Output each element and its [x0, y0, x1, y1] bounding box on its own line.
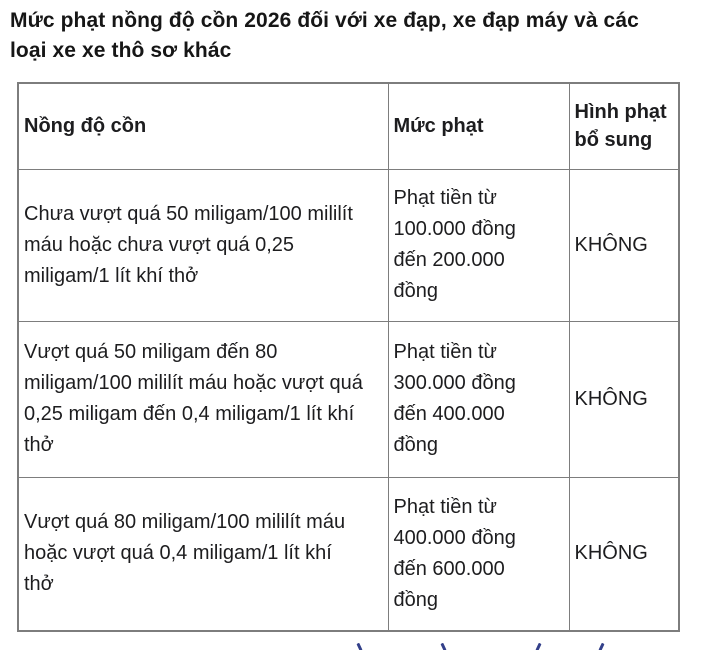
cell-text-line: Vượt quá 50 miligam đến 80: [24, 341, 278, 363]
cell-text-line: thở: [24, 573, 54, 596]
alcohol-fine-table: [17, 82, 680, 632]
page-title-line-1: Mức phạt nồng độ cồn 2026 đối với xe đạp, xe đạp máy và các: [10, 9, 639, 32]
cell-concentration-row2: [18, 321, 388, 477]
cell-text-line: 400.000 đồng: [393, 526, 516, 549]
cell-text-line: đến 600.000: [393, 557, 505, 580]
cell-text-line: đồng: [393, 434, 438, 456]
cell-text-line: đồng: [393, 280, 438, 302]
cell-additional-penalty-row1: KHÔNG: [569, 169, 679, 321]
table-row: [18, 321, 679, 477]
cell-text-line: Chưa vượt quá 50 miligam/100 mililít: [24, 202, 353, 225]
cell-additional-penalty-row3: KHÔNG: [569, 477, 679, 631]
cell-concentration-row1: [18, 169, 388, 321]
header-additional-penalty: Hình phạt bổ sung: [569, 83, 679, 169]
page-title-line-2: loại xe xe thô sơ khác: [10, 39, 232, 62]
cell-text-line: đồng: [393, 588, 438, 611]
clipped-next-heading: [0, 642, 720, 650]
cell-text-line: 100.000 đồng: [393, 218, 516, 240]
cell-fine-row3: [388, 477, 569, 631]
table-header-row: [18, 83, 679, 169]
table-row: [18, 169, 679, 321]
cell-text-line: Phạt tiền từ: [393, 495, 497, 518]
cell-text-line: miligam/100 mililít máu hoặc vượt quá: [24, 372, 363, 394]
cell-text-line: Phạt tiền từ: [393, 341, 497, 363]
cell-text-line: đến 200.000: [393, 249, 505, 271]
cell-text-line: Phạt tiền từ: [393, 187, 497, 209]
cell-text-line: Vượt quá 80 miligam/100 mililít máu: [24, 511, 346, 534]
table-row: [18, 477, 679, 631]
cell-text-line: miligam/1 lít khí thở: [24, 264, 199, 287]
cell-text-line: thở: [24, 434, 54, 456]
page-title: [10, 6, 710, 66]
cell-additional-penalty-row2: KHÔNG: [569, 321, 679, 477]
cell-text-line: hoặc vượt quá 0,4 miligam/1 lít khí: [24, 542, 332, 565]
cell-text-line: máu hoặc chưa vượt quá 0,25: [24, 233, 295, 256]
header-fine-level: Mức phạt: [388, 83, 569, 169]
cell-text-line: 0,25 miligam đến 0,4 miligam/1 lít khí: [24, 403, 355, 425]
article-page: [0, 6, 720, 632]
cell-fine-row2: [388, 321, 569, 477]
cell-text-line: 300.000 đồng: [393, 372, 516, 394]
cell-fine-row1: [388, 169, 569, 321]
cell-text-line: đến 400.000: [393, 403, 505, 425]
cell-concentration-row3: [18, 477, 388, 631]
header-alcohol-concentration: Nồng độ cồn: [18, 83, 388, 169]
